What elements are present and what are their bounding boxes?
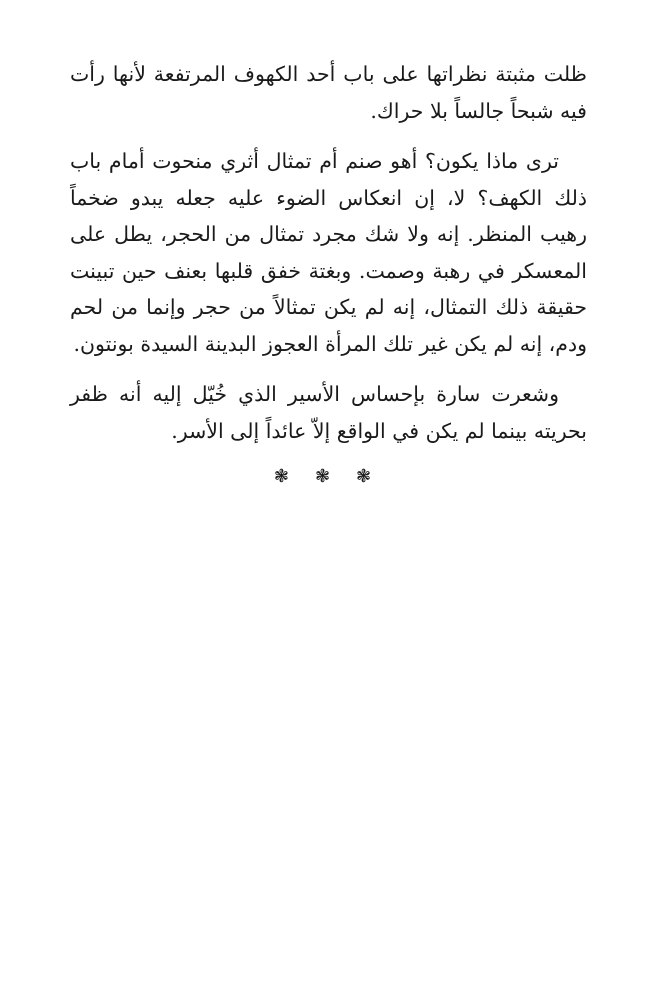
- separator-star-icon: ❃: [356, 466, 372, 487]
- paragraph-3: وشعرت سارة بإحساس الأسير الذي خُيّل إليه أنه ظفر بحريته بينما لم يكن في الواقع إلاّ عائداً إلى الأسر.: [70, 382, 587, 443]
- separator-star-icon: ❃: [314, 466, 331, 487]
- paragraph-1: ظلت مثبتة نظراتها على باب أحد الكهوف المرتفعة لأنها رأت فيه شبحاً جالساً بلا حراك.: [70, 62, 587, 123]
- page-text-block: [70, 56, 587, 491]
- section-separator: [70, 463, 587, 491]
- separator-star-icon: ❃: [273, 466, 289, 487]
- paragraph-2: ترى ماذا يكون؟ أهو صنم أم تمثال أثري منحوت أمام باب ذلك الكهف؟ لا، إن انعكاس الضوء عليه جعله يبدو ضخماً رهيب المنظر. إنه ولا شك مجرد تمثال من الحجر، يطل على المعسكر في رهبة وصمت. وبغتة خفق قلبها بعنف حين تبينت حقيقة ذلك التمثال، إنه لم يكن تمثالاً من حجر وإنما من لحم ودم، إنه لم يكن غير تلك المرأة العجوز البدينة السيدة بونتون.: [70, 149, 587, 356]
